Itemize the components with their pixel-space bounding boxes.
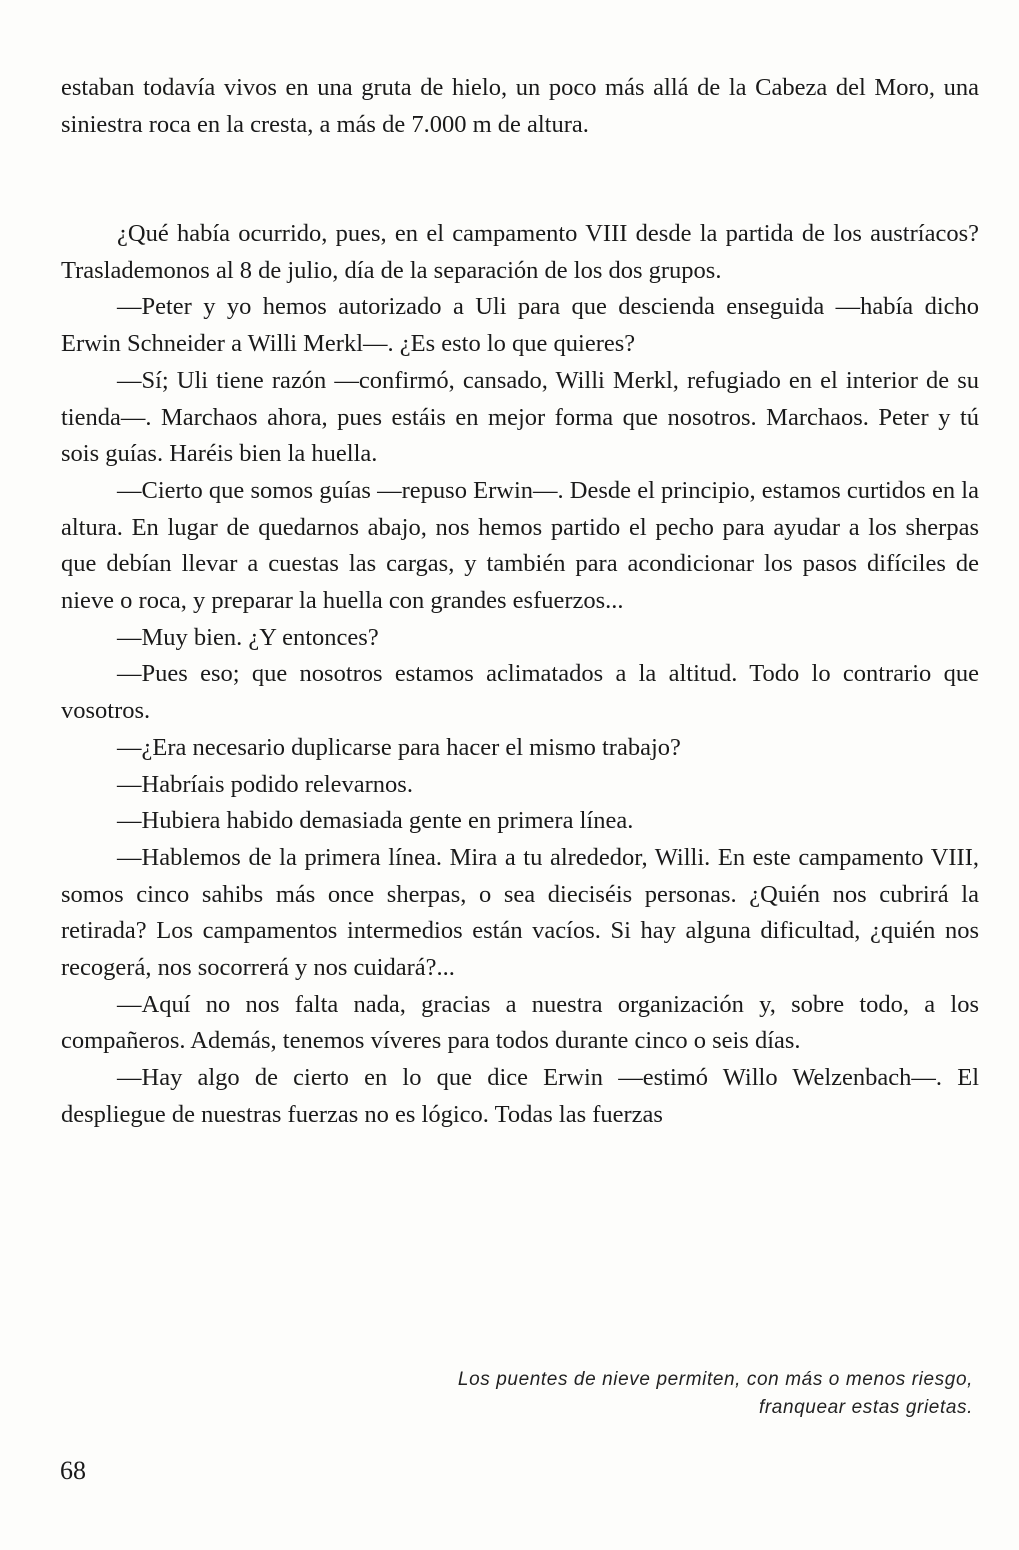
paragraph: —Hablemos de la primera línea. Mira a tu alrededor, Willi. En este campamento VIII, somos cinco sahibs más once sherpas, o sea dieciséis personas. ¿Quién nos cubrirá la retirada? Los campamentos intermedios están vacíos. Si hay alguna dificultad, ¿quién nos recogerá, nos socorrerá y nos cuidará?... [61, 843, 979, 982]
paragraph: —Cierto que somos guías —repuso Erwin—. Desde el principio, estamos curtidos en la altura. En lugar de quedarnos abajo, nos hemos partido el pecho para ayudar a los sherpas que debían llevar a cuestas las cargas, y también para acondicionar los pasos difíciles de nieve o roca, y preparar la huella con grandes esfuerzos... [61, 476, 979, 615]
paragraph: —Hay algo de cierto en lo que dice Erwin —estimó Willo Welzenbach—. El despliegue de nuestras fuerzas no es lógico. Todas las fuerzas [61, 1064, 979, 1128]
paragraph: —Hubiera habido demasiada gente en primera línea. [117, 807, 634, 835]
caption-line: Los puentes de nieve permiten, con más o menos riesgo, [457, 1369, 973, 1390]
main-text-block [61, 216, 979, 1134]
paragraph: —Pues eso; que nosotros estamos aclimatados a la altitud. Todo lo contrario que vosotros. [61, 660, 979, 725]
paragraph: —Peter y yo hemos autorizado a Uli para que descienda enseguida —había dicho Erwin Schneider a Willi Merkl—. ¿Es esto lo que quieres? [61, 293, 979, 358]
paragraph: —Muy bien. ¿Y entonces? [117, 623, 379, 651]
opening-text-block [61, 70, 979, 143]
page-number: 68 [60, 1456, 86, 1485]
paragraph: —Sí; Uli tiene razón —confirmó, cansado, Willi Merkl, refugiado en el interior de su tienda—. Marchaos ahora, pues estáis en mejor forma que nosotros. Marchaos. Peter y tú sois guías. Haréis bien la huella. [61, 366, 979, 468]
paragraph: —¿Era necesario duplicarse para hacer el mismo trabajo? [117, 733, 681, 761]
paragraph: —Aquí no nos falta nada, gracias a nuestra organización y, sobre todo, a los compañeros. Además, tenemos víveres para todos durante cinco o seis días. [61, 990, 979, 1055]
opening-paragraph: estaban todavía vivos en una gruta de hielo, un poco más allá de la Cabeza del Moro, una siniestra roca en la cresta, a más de 7.000 m de altura. [61, 74, 979, 138]
paragraph: ¿Qué había ocurrido, pues, en el campamento VIII desde la partida de los austríacos? Traslademonos al 8 de julio, día de la separación de los dos grupos. [61, 220, 979, 284]
paragraph: —Habríais podido relevarnos. [117, 770, 413, 798]
caption-line: franquear estas grietas. [758, 1397, 973, 1418]
photo-caption [300, 1366, 973, 1422]
